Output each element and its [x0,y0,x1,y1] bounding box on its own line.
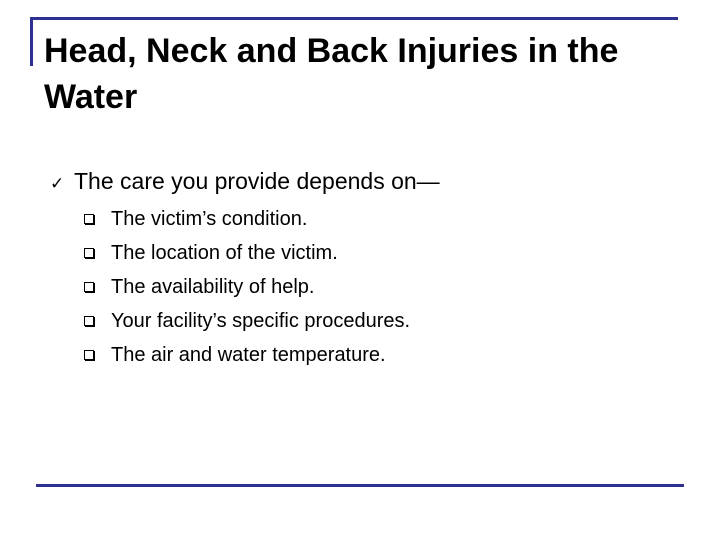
checkmark-icon: ✓ [50,174,65,194]
sub-bullet-text: The availability of help. [111,275,315,298]
sub-bullet-text: The location of the victim. [111,241,338,264]
list-item [84,304,684,338]
list-item [84,270,684,304]
top-rule [30,17,678,20]
sub-bullet-text: The victim’s condition. [111,207,308,230]
list-item [84,202,684,236]
sub-bullet-list [84,202,684,372]
square-bullet-icon [84,282,94,292]
square-bullet-icon [84,214,94,224]
top-left-rule [30,17,33,66]
main-bullet [50,168,690,195]
slide-title: Head, Neck and Back Injuries in the Water [44,32,619,116]
square-bullet-icon [84,248,94,258]
sub-bullet-text: Your facility’s specific procedures. [111,309,411,332]
list-item [84,236,684,270]
sub-bullet-text: The air and water temperature. [111,343,386,366]
square-bullet-icon [84,350,94,360]
square-bullet-icon [84,316,94,326]
main-bullet-text: The care you provide depends on— [74,168,440,194]
bottom-rule [36,484,684,487]
list-item [84,338,684,372]
